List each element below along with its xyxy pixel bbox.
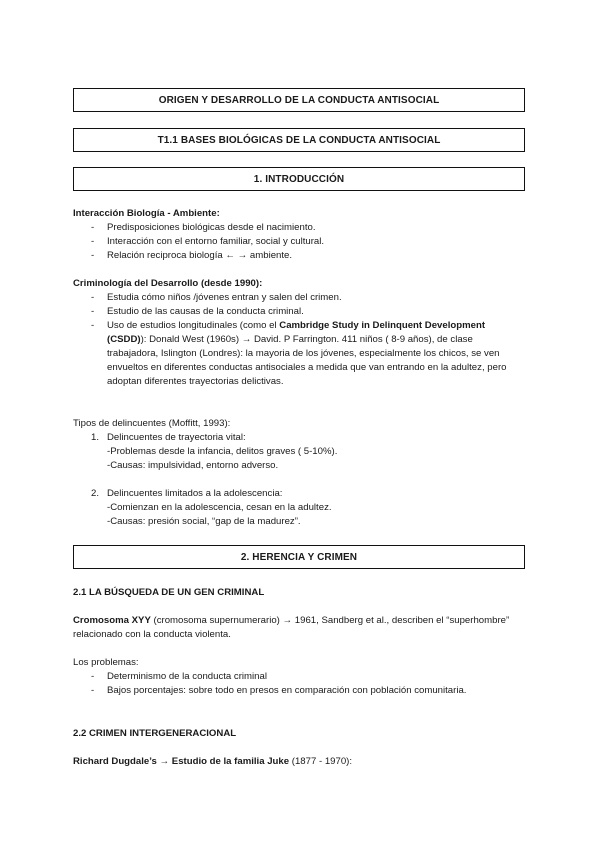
- list-item: [73, 319, 525, 389]
- tipos-heading: Tipos de delincuentes (Moffitt, 1993):: [73, 418, 231, 429]
- cambridge-study-name: Cambridge Study in Delinquent Development (CSDD): [107, 320, 486, 345]
- tipo-title: Delincuentes de trayectoria vital:: [107, 432, 246, 443]
- list-number: 2.: [91, 488, 100, 499]
- list-item: - Relación reciproca biología ← → ambiente.: [73, 249, 525, 263]
- problemas-heading: Los problemas:: [73, 657, 139, 668]
- dugdale-text: (1877 - 1970):: [289, 756, 353, 767]
- xyy-term: Cromosoma XYY: [73, 615, 151, 626]
- dugdale-paragraph: [73, 755, 525, 769]
- interaccion-list: [73, 221, 525, 263]
- topic-title: T1.1 BASES BIOLÓGICAS DE LA CONDUCTA ANTISOCIAL: [73, 128, 525, 152]
- xyy-text: (cromosoma supernumerario) → 1961, Sandberg et al., describen el “superhombre” relacionado con la conducta violenta.: [73, 615, 510, 640]
- criminologia-heading: Criminología del Desarrollo (desde 1990):: [73, 278, 263, 289]
- tipo-title: Delincuentes limitados a la adolescencia:: [107, 488, 283, 499]
- tipos-block: [73, 417, 525, 529]
- section-title-introduccion: 1. INTRODUCCIÓN: [73, 167, 525, 191]
- list-item-text: Uso de estudios longitudinales (como el: [107, 320, 280, 331]
- tipo-line: -Causas: impulsividad, entorno adverso.: [107, 460, 279, 471]
- dugdale-term: Richard Dugdale’s → Estudio de la familia Juke: [73, 756, 290, 767]
- criminologia-list: [73, 291, 525, 389]
- criminologia-block: [73, 277, 525, 389]
- list-item: [73, 431, 525, 473]
- xyy-paragraph: [73, 614, 525, 642]
- main-title: ORIGEN Y DESARROLLO DE LA CONDUCTA ANTISOCIAL: [73, 88, 525, 112]
- list-item: - Bajos porcentajes: sobre todo en presos en comparación con población comunitaria.: [73, 684, 525, 698]
- list-item-text: ): Donald West (1960s) → David. P Farrington. 411 niños ( 8-9 años), de clase trabajadora, Islington (Londres): la mayoria de los jóvenes, especialmente los chicos, se ven envueltos en diferentes conductas antisociales a medida que van entrando en la adultez, pero adoptan diferentes trayectorias delictivas.: [107, 334, 507, 387]
- list-item: - Interacción con el entorno familiar, social y cultural.: [73, 235, 525, 249]
- interaccion-heading: Interacción Biología - Ambiente:: [73, 208, 220, 219]
- tipo-line: -Causas: presión social, “gap de la madurez”.: [107, 516, 301, 527]
- interaccion-block: [73, 207, 525, 263]
- list-item: [73, 487, 525, 529]
- problemas-block: [73, 656, 525, 698]
- tipo-line: -Problemas desde la infancia, delitos graves ( 5-10%).: [107, 446, 338, 457]
- list-item: - Estudia cómo niños /jóvenes entran y salen del crimen.: [73, 291, 525, 305]
- list-number: 1.: [91, 432, 100, 443]
- subsection-title: 2.1 LA BÚSQUEDA DE UN GEN CRIMINAL: [73, 587, 265, 598]
- list-item: - Estudio de las causas de la conducta criminal.: [73, 305, 525, 319]
- list-item: - Predisposiciones biológicas desde el nacimiento.: [73, 221, 525, 235]
- list-item: - Determinismo de la conducta criminal: [73, 670, 525, 684]
- tipos-list: [73, 431, 525, 529]
- section-title-herencia: 2. HERENCIA Y CRIMEN: [73, 545, 525, 569]
- problemas-list: [73, 670, 525, 698]
- tipo-line: -Comienzan en la adolescencia, cesan en la adultez.: [107, 502, 332, 513]
- subsection-title: 2.2 CRIMEN INTERGENERACIONAL: [73, 728, 237, 739]
